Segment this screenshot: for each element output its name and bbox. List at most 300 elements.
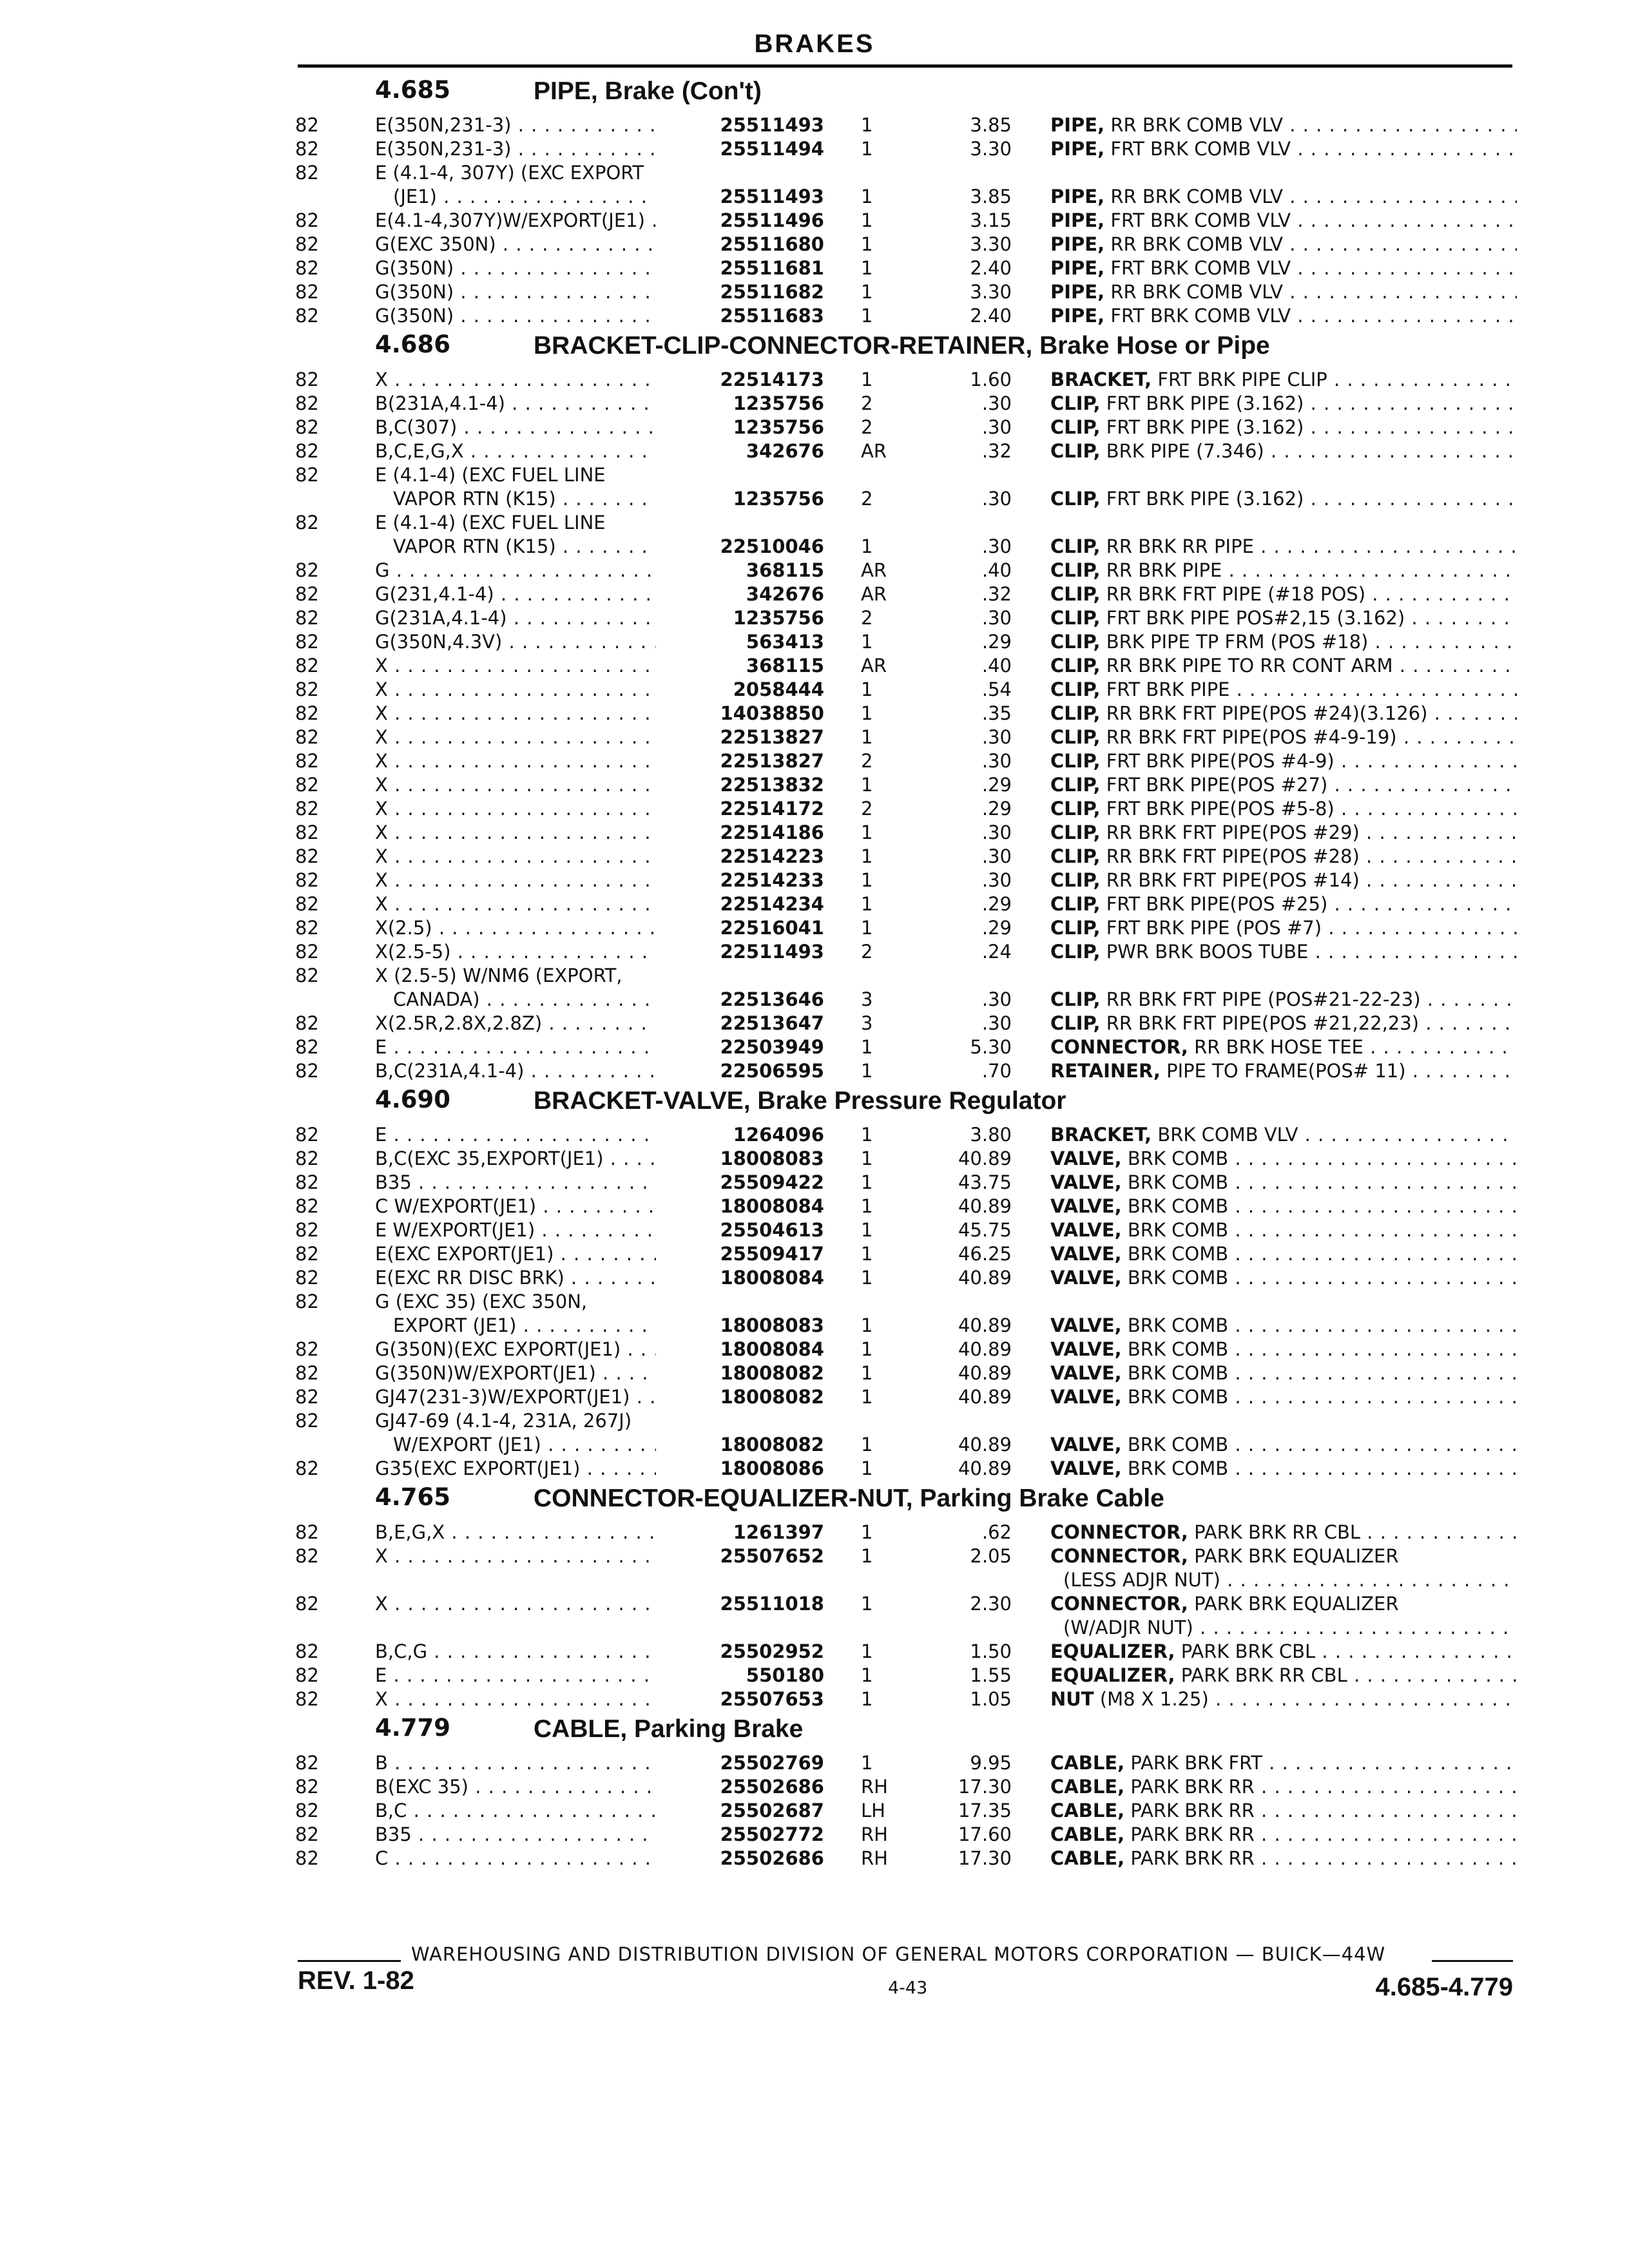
- quantity: 2: [861, 392, 873, 414]
- model-year: 82: [295, 1291, 319, 1312]
- part-name-keyword: CLIP,: [1050, 1012, 1101, 1034]
- price: .40: [981, 559, 1012, 581]
- part-name-keyword: CLIP,: [1050, 869, 1101, 891]
- application-desc: C . . .: [375, 1847, 775, 1870]
- footer-rule-left: [298, 1960, 401, 1962]
- part-name-detail: FRT BRK PIPE (3.162): [1100, 488, 1304, 510]
- table-row: [295, 137, 1519, 161]
- model-year: 82: [295, 1410, 319, 1432]
- model-year: 82: [295, 1776, 319, 1798]
- part-name: [1050, 916, 1517, 940]
- part-name-detail: FRT BRK PIPE CLIP: [1152, 369, 1327, 390]
- model-year: 82: [295, 1386, 319, 1408]
- part-name: [1050, 1592, 1517, 1616]
- part-name-keyword: CLIP,: [1050, 583, 1101, 605]
- part-name: [1050, 869, 1517, 892]
- part-name: [1050, 1171, 1517, 1195]
- table-row: [295, 1242, 1519, 1266]
- application-desc: X . . .: [375, 773, 775, 797]
- table-row: [295, 1385, 1519, 1409]
- table-row: [295, 678, 1519, 702]
- quantity: 1: [861, 917, 873, 939]
- quantity: 1: [861, 1243, 873, 1265]
- quantity: 3: [861, 988, 873, 1010]
- part-name-detail: FRT BRK COMB VLV: [1104, 257, 1291, 279]
- section-number: 4.779: [375, 1714, 451, 1742]
- part-name-keyword: PIPE,: [1050, 281, 1105, 303]
- part-name-detail: BRK COMB: [1121, 1171, 1229, 1193]
- part-name-detail: PARK BRK RR: [1124, 1847, 1255, 1869]
- application-desc: X . . .: [375, 1687, 775, 1711]
- table-row: [295, 606, 1519, 630]
- table-row: [295, 1521, 1519, 1544]
- part-name-keyword: VALVE,: [1050, 1338, 1122, 1360]
- quantity: 3: [861, 1012, 873, 1034]
- part-name-detail: RR BRK FRT PIPE(POS #28): [1100, 845, 1360, 867]
- part-name-detail: FRT BRK PIPE(POS #5-8): [1100, 798, 1335, 820]
- part-number: 22511493: [656, 940, 824, 964]
- quantity: 1: [861, 774, 873, 796]
- application-desc: B,C(EXC 35,EXPORT(JE1) . . .: [375, 1147, 775, 1171]
- model-year: 82: [295, 1267, 319, 1289]
- table-row: [295, 487, 1519, 511]
- quantity: 1: [861, 1195, 873, 1217]
- part-name-keyword: CLIP,: [1050, 774, 1101, 796]
- part-name-detail: PARK BRK RR: [1124, 1823, 1255, 1845]
- section-title-extra: Brake Hose or Pipe: [1039, 332, 1270, 360]
- quantity: 1: [861, 1124, 873, 1146]
- model-year: 82: [295, 138, 319, 160]
- part-name-detail: FRT BRK PIPE(POS #27): [1100, 774, 1328, 796]
- application-desc: CANADA) . . .: [393, 988, 775, 1012]
- quantity: 1: [861, 1219, 873, 1241]
- table-row: [295, 773, 1519, 797]
- table-row: [295, 1147, 1519, 1171]
- part-name: [1050, 535, 1517, 559]
- quantity: AR: [861, 583, 887, 605]
- application-desc: E (4.1-4) (EXC FUEL LINE: [375, 512, 606, 533]
- price: 1.50: [970, 1640, 1012, 1662]
- application-desc: G35(EXC EXPORT(JE1) . . .: [375, 1457, 775, 1481]
- price: 3.80: [970, 1124, 1012, 1146]
- section-number: 4.685: [375, 76, 451, 104]
- part-name-keyword: CLIP,: [1050, 798, 1101, 820]
- part-name: [1050, 1314, 1517, 1338]
- part-number: 342676: [656, 582, 824, 606]
- footer-section-range: 4.685-4.779: [1375, 1973, 1513, 2001]
- price: .62: [981, 1521, 1012, 1543]
- price: .30: [981, 988, 1012, 1010]
- part-name: [1050, 1266, 1517, 1290]
- price: 9.95: [970, 1752, 1012, 1774]
- part-name-keyword: CLIP,: [1050, 726, 1101, 748]
- table-row: [295, 416, 1519, 439]
- quantity: 1: [861, 369, 873, 390]
- table-row: [295, 113, 1519, 137]
- model-year: 82: [295, 1243, 319, 1265]
- part-number: 18008084: [656, 1195, 824, 1218]
- table-row: [295, 1544, 1519, 1568]
- part-number: 25511683: [656, 304, 824, 328]
- model-year: 82: [295, 440, 319, 462]
- table-row: [295, 1616, 1519, 1640]
- table-row: [295, 869, 1519, 892]
- part-name: [1050, 1218, 1517, 1242]
- quantity: AR: [861, 559, 887, 581]
- application-desc: VAPOR RTN (K15) . . .: [393, 487, 775, 511]
- model-year: 82: [295, 655, 319, 677]
- part-name-detail: RR BRK FRT PIPE(POS #24)(3.126): [1100, 702, 1428, 724]
- quantity: 2: [861, 750, 873, 772]
- table-row: [295, 1823, 1519, 1847]
- part-name-detail: FRT BRK PIPE: [1100, 678, 1230, 700]
- model-year: 82: [295, 917, 319, 939]
- part-name-keyword: CONNECTOR,: [1050, 1036, 1188, 1058]
- quantity: 1: [861, 305, 873, 327]
- part-name-keyword: CABLE,: [1050, 1752, 1125, 1774]
- table-row: [295, 1457, 1519, 1481]
- price: .30: [981, 535, 1012, 557]
- table-row: [295, 1195, 1519, 1218]
- part-number: 25511681: [656, 256, 824, 280]
- model-year: 82: [295, 1640, 319, 1662]
- model-year: 82: [295, 233, 319, 255]
- part-name-detail: BRK COMB: [1121, 1434, 1229, 1456]
- application-desc: G(350N)(EXC EXPORT(JE1) . . .: [375, 1338, 775, 1361]
- part-name: [1050, 439, 1517, 463]
- part-number: 18008082: [656, 1433, 824, 1457]
- application-desc: B35 . . .: [375, 1823, 775, 1847]
- part-name: [1050, 304, 1517, 328]
- part-name: [1050, 702, 1517, 726]
- section-title-main: CONNECTOR-EQUALIZER-NUT,: [534, 1485, 913, 1512]
- part-name: [1050, 821, 1517, 845]
- table-row: [295, 256, 1519, 280]
- part-number: 18008083: [656, 1147, 824, 1171]
- table-row: [295, 702, 1519, 726]
- section-header: [295, 1711, 1519, 1751]
- part-name-keyword: CLIP,: [1050, 750, 1101, 772]
- model-year: 82: [295, 305, 319, 327]
- price: .29: [981, 893, 1012, 915]
- part-number: 25511018: [656, 1592, 824, 1616]
- part-name: [1050, 726, 1517, 749]
- application-desc: G(231A,4.1-4) . . .: [375, 606, 775, 630]
- part-number: 25509422: [656, 1171, 824, 1195]
- table-row: [295, 988, 1519, 1012]
- part-number: 25507652: [656, 1544, 824, 1568]
- application-desc: X . . .: [375, 368, 775, 392]
- part-name: [1050, 892, 1517, 916]
- application-desc: B(EXC 35) . . .: [375, 1775, 775, 1799]
- table-row: [295, 1568, 1519, 1592]
- model-year: 82: [295, 702, 319, 724]
- application-desc: E(350N,231-3) . . .: [375, 113, 775, 137]
- part-number: 25511493: [656, 113, 824, 137]
- quantity: 1: [861, 186, 873, 207]
- price: 46.25: [958, 1243, 1012, 1265]
- part-name-keyword: CABLE,: [1050, 1823, 1125, 1845]
- part-name-keyword: CLIP,: [1050, 988, 1101, 1010]
- part-name: [1050, 1195, 1517, 1218]
- section-title-main: BRACKET-CLIP-CONNECTOR-RETAINER,: [534, 332, 1033, 360]
- part-name-detail: RR BRK PIPE TO RR CONT ARM: [1100, 655, 1393, 677]
- application-desc: B,C,G . . .: [375, 1640, 775, 1664]
- part-name-detail: FRT BRK COMB VLV: [1104, 209, 1291, 231]
- quantity: 2: [861, 941, 873, 963]
- part-name-keyword: CLIP,: [1050, 893, 1101, 915]
- part-name-keyword: CLIP,: [1050, 559, 1101, 581]
- application-desc: B(231A,4.1-4) . . .: [375, 392, 775, 416]
- quantity: 2: [861, 798, 873, 820]
- part-name-detail: PARK BRK CBL: [1175, 1640, 1316, 1662]
- table-row: [295, 1847, 1519, 1870]
- quantity: 1: [861, 281, 873, 303]
- model-year: 82: [295, 559, 319, 581]
- price: .30: [981, 750, 1012, 772]
- part-name-detail: RR BRK FRT PIPE(POS #29): [1100, 822, 1360, 843]
- price: .70: [981, 1060, 1012, 1082]
- part-number: 18008083: [656, 1314, 824, 1338]
- table-row: [295, 821, 1519, 845]
- section-title: [534, 1087, 1066, 1115]
- application-desc: X . . .: [375, 892, 775, 916]
- price: 3.85: [970, 186, 1012, 207]
- application-desc: X . . .: [375, 1544, 775, 1568]
- application-desc: X . . .: [375, 845, 775, 869]
- part-name-keyword: CONNECTOR,: [1050, 1545, 1188, 1567]
- price: 17.35: [958, 1800, 1012, 1821]
- section-header: [295, 1481, 1519, 1521]
- part-number: 25502686: [656, 1847, 824, 1870]
- part-name-keyword: VALVE,: [1050, 1148, 1122, 1169]
- part-name-detail: FRT BRK COMB VLV: [1104, 305, 1291, 327]
- table-row: [295, 797, 1519, 821]
- model-year: 82: [295, 114, 319, 136]
- section-header: [295, 73, 1519, 113]
- table-row: [295, 1123, 1519, 1147]
- part-name-detail: FRT BRK PIPE (3.162): [1100, 392, 1304, 414]
- part-name-keyword: VALVE,: [1050, 1386, 1122, 1408]
- part-name: [1050, 582, 1517, 606]
- table-row: [295, 185, 1519, 209]
- part-name-detail: RR BRK FRT PIPE(POS #14): [1100, 869, 1360, 891]
- footer-page-number: 4-43: [888, 1978, 928, 1998]
- price: 5.30: [970, 1036, 1012, 1058]
- price: 3.85: [970, 114, 1012, 136]
- application-desc: E(EXC RR DISC BRK) . . .: [375, 1266, 775, 1290]
- part-number: 25509417: [656, 1242, 824, 1266]
- part-number: 25511680: [656, 233, 824, 256]
- part-number: 22503949: [656, 1035, 824, 1059]
- table-row: [295, 654, 1519, 678]
- part-name-continued: (W/ADJR NUT) . . .: [1063, 1616, 1517, 1640]
- part-name: [1050, 1361, 1517, 1385]
- part-name-detail: FRT BRK PIPE POS#2,15 (3.162): [1100, 607, 1405, 629]
- application-desc: X(2.5R,2.8X,2.8Z) . . .: [375, 1012, 775, 1035]
- quantity: 1: [861, 1640, 873, 1662]
- part-name: [1050, 1012, 1517, 1035]
- part-name-keyword: EQUALIZER,: [1050, 1640, 1175, 1662]
- part-name-detail: RR BRK PIPE: [1100, 559, 1222, 581]
- part-name: [1050, 1847, 1517, 1870]
- table-row: [295, 1035, 1519, 1059]
- quantity: 1: [861, 1148, 873, 1169]
- part-name-detail: BRK COMB VLV: [1152, 1124, 1298, 1146]
- part-name-keyword: CLIP,: [1050, 535, 1101, 557]
- price: .30: [981, 726, 1012, 748]
- model-year: 82: [295, 1219, 319, 1241]
- quantity: 2: [861, 416, 873, 438]
- application-desc: X . . .: [375, 726, 775, 749]
- part-name: [1050, 559, 1517, 582]
- part-number: 563413: [656, 630, 824, 654]
- table-row: [295, 161, 1519, 185]
- part-number: 22513832: [656, 773, 824, 797]
- quantity: AR: [861, 655, 887, 677]
- part-name-detail: PARK BRK EQUALIZER: [1188, 1593, 1399, 1615]
- part-number: 22514233: [656, 869, 824, 892]
- price: .30: [981, 869, 1012, 891]
- part-name-detail: RR BRK COMB VLV: [1104, 281, 1284, 303]
- application-desc: GJ47(231-3)W/EXPORT(JE1) . . .: [375, 1385, 775, 1409]
- part-name-detail: PARK BRK RR: [1124, 1800, 1255, 1821]
- table-row: [295, 1266, 1519, 1290]
- table-row: [295, 304, 1519, 328]
- quantity: 1: [861, 869, 873, 891]
- price: 17.30: [958, 1776, 1012, 1798]
- table-row: [295, 535, 1519, 559]
- price: 43.75: [958, 1171, 1012, 1193]
- part-number: 25502952: [656, 1640, 824, 1664]
- part-name-keyword: CABLE,: [1050, 1800, 1125, 1821]
- application-desc: E(350N,231-3) . . .: [375, 137, 775, 161]
- part-name: [1050, 749, 1517, 773]
- application-desc: X . . .: [375, 821, 775, 845]
- part-name: [1050, 209, 1517, 233]
- model-year: 82: [295, 162, 319, 184]
- part-number: 25511682: [656, 280, 824, 304]
- quantity: 1: [861, 631, 873, 653]
- model-year: 82: [295, 369, 319, 390]
- part-name-keyword: CLIP,: [1050, 845, 1101, 867]
- price: 40.89: [958, 1267, 1012, 1289]
- part-number: 25502687: [656, 1799, 824, 1823]
- part-name: [1050, 185, 1517, 209]
- price: .29: [981, 631, 1012, 653]
- part-name: [1050, 256, 1517, 280]
- part-name-keyword: VALVE,: [1050, 1362, 1122, 1384]
- parts-catalog: [295, 73, 1519, 1870]
- part-name: [1050, 630, 1517, 654]
- application-desc: VAPOR RTN (K15) . . .: [393, 535, 775, 559]
- quantity: 1: [861, 822, 873, 843]
- application-desc: G(350N,4.3V) . . .: [375, 630, 775, 654]
- table-row: [295, 1775, 1519, 1799]
- price: .29: [981, 798, 1012, 820]
- part-name: [1050, 1775, 1517, 1799]
- part-name-keyword: CLIP,: [1050, 941, 1101, 963]
- application-desc: E . . .: [375, 1035, 775, 1059]
- part-name-keyword: VALVE,: [1050, 1434, 1122, 1456]
- table-row: [295, 1592, 1519, 1616]
- part-number: 2058444: [656, 678, 824, 702]
- part-name-keyword: CLIP,: [1050, 702, 1101, 724]
- part-number: 1261397: [656, 1521, 824, 1544]
- model-year: 82: [295, 1823, 319, 1845]
- quantity: 2: [861, 607, 873, 629]
- price: 2.40: [970, 257, 1012, 279]
- price: .29: [981, 774, 1012, 796]
- part-number: 22513646: [656, 988, 824, 1012]
- section-header: [295, 328, 1519, 368]
- table-row: [295, 559, 1519, 582]
- application-desc: G . . .: [375, 559, 775, 582]
- section-title-main: PIPE, Brake: [534, 77, 675, 105]
- part-name: [1050, 1823, 1517, 1847]
- part-number: 25507653: [656, 1687, 824, 1711]
- part-number: 18008082: [656, 1361, 824, 1385]
- model-year: 82: [295, 1362, 319, 1384]
- model-year: 82: [295, 464, 319, 486]
- part-name-detail: FRT BRK COMB VLV: [1104, 138, 1291, 160]
- price: 2.05: [970, 1545, 1012, 1567]
- application-desc: X . . .: [375, 678, 775, 702]
- footer-rule-right: [1432, 1960, 1513, 1962]
- part-name: [1050, 1457, 1517, 1481]
- application-desc: E(4.1-4,307Y)W/EXPORT(JE1) . . .: [375, 209, 775, 233]
- part-name-keyword: VALVE,: [1050, 1243, 1122, 1265]
- table-row: [295, 749, 1519, 773]
- application-desc: B,C,E,G,X . . .: [375, 439, 775, 463]
- part-name-keyword: CABLE,: [1050, 1776, 1125, 1798]
- price: .30: [981, 392, 1012, 414]
- price: 3.30: [970, 233, 1012, 255]
- model-year: 82: [295, 893, 319, 915]
- model-year: 82: [295, 607, 319, 629]
- price: 3.30: [970, 281, 1012, 303]
- part-name-keyword: PIPE,: [1050, 305, 1105, 327]
- model-year: 82: [295, 1036, 319, 1058]
- section-title-extra: Brake Pressure Regulator: [757, 1087, 1066, 1115]
- price: .30: [981, 607, 1012, 629]
- part-name: [1050, 280, 1517, 304]
- part-name-detail: RR BRK FRT PIPE (#18 POS): [1100, 583, 1366, 605]
- price: 40.89: [958, 1148, 1012, 1169]
- price: .30: [981, 416, 1012, 438]
- part-name-detail: PARK BRK RR: [1124, 1776, 1255, 1798]
- price: .35: [981, 702, 1012, 724]
- header-rule: [298, 64, 1512, 68]
- part-name-detail: PARK BRK EQUALIZER: [1188, 1545, 1399, 1567]
- table-row: [295, 1218, 1519, 1242]
- part-name: [1050, 1687, 1517, 1711]
- part-name: [1050, 1433, 1517, 1457]
- price: 45.75: [958, 1219, 1012, 1241]
- part-name-keyword: NUT: [1050, 1688, 1094, 1710]
- part-name-detail: BRK COMB: [1121, 1362, 1229, 1384]
- table-row: [295, 280, 1519, 304]
- part-number: 18008084: [656, 1266, 824, 1290]
- application-desc: B,C . . .: [375, 1799, 775, 1823]
- price: .54: [981, 678, 1012, 700]
- part-name-keyword: CLIP,: [1050, 607, 1101, 629]
- price: 17.60: [958, 1823, 1012, 1845]
- model-year: 82: [295, 678, 319, 700]
- quantity: 1: [861, 233, 873, 255]
- part-name-detail: RR BRK COMB VLV: [1104, 114, 1284, 136]
- part-name-detail: BRK PIPE (7.346): [1100, 440, 1264, 462]
